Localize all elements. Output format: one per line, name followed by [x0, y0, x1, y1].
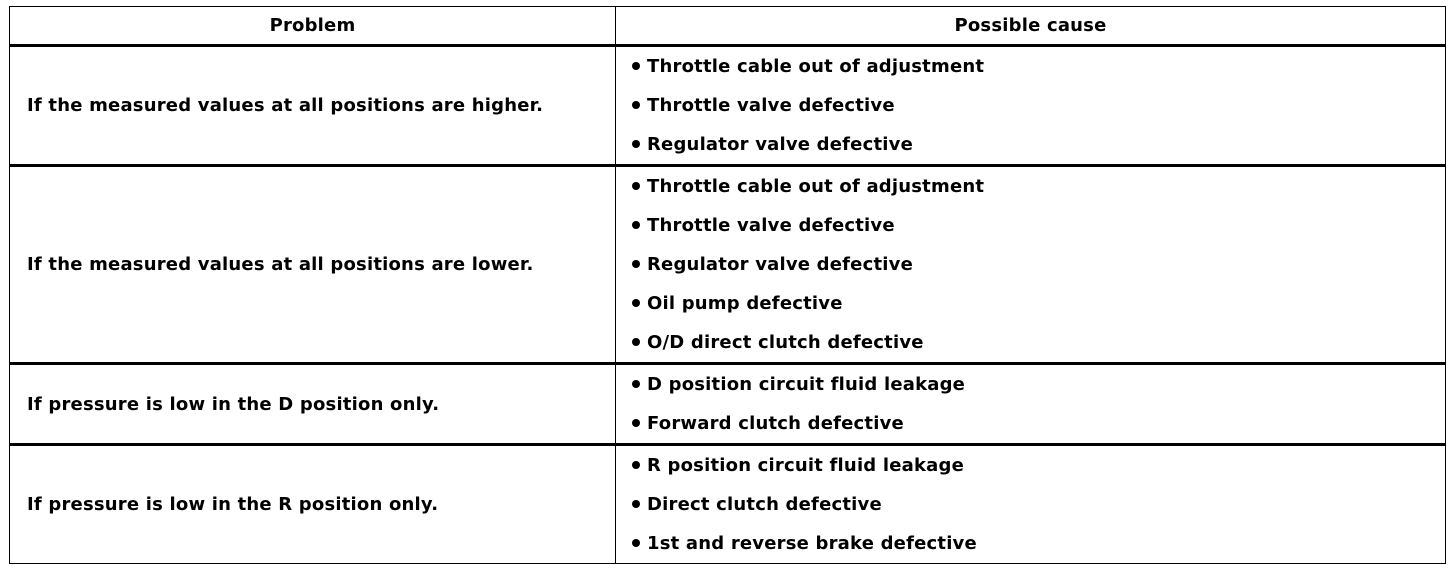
- cause-item: [632, 206, 1445, 245]
- bullet-icon: [632, 338, 640, 346]
- cause-item: [632, 485, 1445, 524]
- bullet-icon: [632, 299, 640, 307]
- cause-item: [632, 125, 1445, 164]
- cause-item: [632, 404, 1445, 443]
- table-row: [10, 445, 1446, 564]
- bullet-icon: [632, 221, 640, 229]
- cause-cell: [616, 364, 1446, 445]
- cause-text: Regulator valve defective: [647, 254, 913, 275]
- cause-item: [632, 446, 1445, 485]
- bullet-icon: [632, 182, 640, 190]
- bullet-icon: [632, 461, 640, 469]
- cause-text: Forward clutch defective: [647, 413, 904, 434]
- cause-item: [632, 524, 1445, 563]
- bullet-icon: [632, 500, 640, 508]
- cause-text: R position circuit fluid leakage: [647, 455, 964, 476]
- cause-item: [632, 323, 1445, 362]
- cause-text: Throttle valve defective: [647, 215, 895, 236]
- cause-item: [632, 245, 1445, 284]
- cause-item: [632, 167, 1445, 206]
- cause-cell: [616, 445, 1446, 564]
- cause-text: Regulator valve defective: [647, 134, 913, 155]
- bullet-icon: [632, 101, 640, 109]
- table-row: [10, 166, 1446, 364]
- bullet-icon: [632, 140, 640, 148]
- bullet-icon: [632, 419, 640, 427]
- cause-item: [632, 284, 1445, 323]
- cause-text: Throttle valve defective: [647, 95, 895, 116]
- cause-cell: [616, 46, 1446, 166]
- table-body: [10, 46, 1446, 564]
- cause-item: [632, 47, 1445, 86]
- problem-cell: If the measured values at all positions are higher.: [10, 46, 616, 166]
- header-problem: Problem: [10, 7, 616, 46]
- bullet-icon: [632, 380, 640, 388]
- cause-text: O/D direct clutch defective: [647, 332, 924, 353]
- table-row: [10, 46, 1446, 166]
- bullet-icon: [632, 539, 640, 547]
- cause-text: D position circuit fluid leakage: [647, 374, 966, 395]
- bullet-icon: [632, 62, 640, 70]
- header-possible-cause: Possible cause: [616, 7, 1446, 46]
- cause-cell: [616, 166, 1446, 364]
- header-row: [10, 7, 1446, 46]
- cause-list: [632, 446, 1445, 563]
- cause-item: [632, 86, 1445, 125]
- diagnosis-table: [9, 6, 1446, 564]
- problem-cell: If the measured values at all positions are lower.: [10, 166, 616, 364]
- cause-text: Direct clutch defective: [647, 494, 882, 515]
- bullet-icon: [632, 260, 640, 268]
- cause-text: Throttle cable out of adjustment: [647, 56, 985, 77]
- cause-item: [632, 365, 1445, 404]
- cause-text: Throttle cable out of adjustment: [647, 176, 985, 197]
- cause-list: [632, 47, 1445, 164]
- cause-text: 1st and reverse brake defective: [647, 533, 977, 554]
- cause-list: [632, 167, 1445, 362]
- problem-cell: If pressure is low in the R position only.: [10, 445, 616, 564]
- cause-text: Oil pump defective: [647, 293, 843, 314]
- problem-cell: If pressure is low in the D position only.: [10, 364, 616, 445]
- table-row: [10, 364, 1446, 445]
- cause-list: [632, 365, 1445, 443]
